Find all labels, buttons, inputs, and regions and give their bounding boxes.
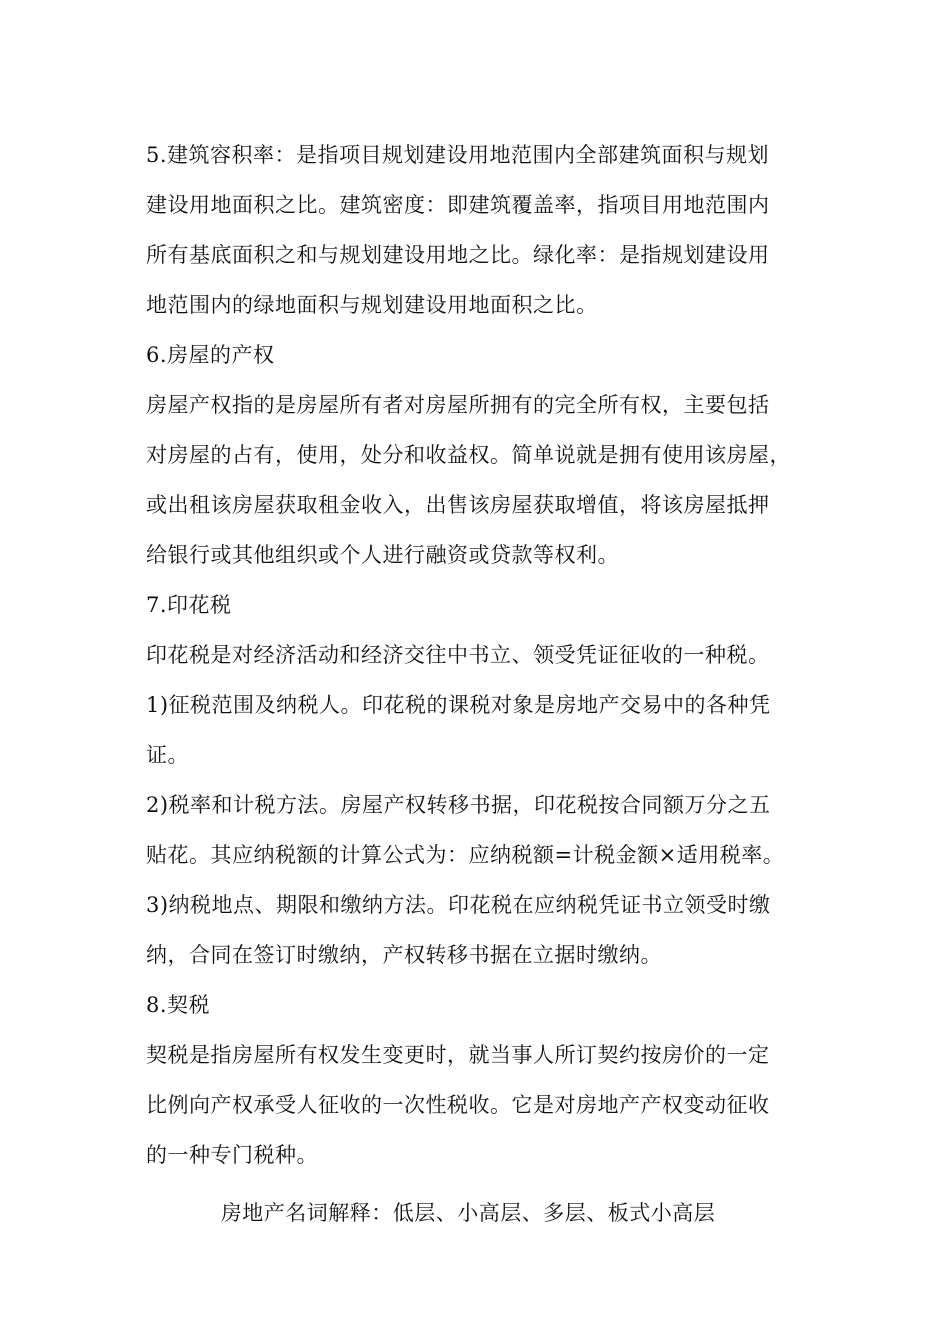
text-line: 3)纳税地点、期限和缴纳方法。印花税在应纳税凭证书立领受时缴 [146,893,771,917]
text-line: 2)税率和计税方法。房屋产权转移书据，印花税按合同额万分之五 [146,793,771,817]
text-line: 契税是指房屋所有权发生变更时，就当事人所订契约按房价的一定 [146,1043,770,1067]
text-line: 对房屋的占有，使用，处分和收益权。简单说就是拥有使用该房屋， [146,443,791,467]
text-line: 比例向产权承受人征收的一次性税收。它是对房地产产权变动征收 [146,1093,770,1117]
text-line: 1)征税范围及纳税人。印花税的课税对象是房地产交易中的各种凭 [146,693,771,717]
document-body [146,130,806,1238]
text-line: 印花税是对经济活动和经济交往中书立、领受凭证征收的一种税。 [146,643,770,667]
text-line: 房屋产权指的是房屋所有者对房屋所拥有的完全所有权，主要包括 [146,393,770,417]
document-title: 房地产名词解释：低层、小高层、多层、板式小高层 [220,1201,716,1225]
section-heading: 7.印花税 [146,593,232,617]
text-line: 地范围内的绿地面积与规划建设用地面积之比。 [146,293,598,317]
text-line: 所有基底面积之和与规划建设用地之比。绿化率：是指规划建设用 [146,243,770,267]
text-line: 或出租该房屋获取租金收入，出售该房屋获取增值，将该房屋抵押 [146,493,770,517]
text-line: 给银行或其他组织或个人进行融资或贷款等权利。 [146,543,619,567]
text-line: 纳，合同在签订时缴纳，产权转移书据在立据时缴纳。 [146,943,662,967]
section-heading: 8.契税 [146,993,211,1017]
text-line: 证。 [146,743,189,767]
section-heading: 6.房屋的产权 [146,343,275,367]
text-line: 的一种专门税种。 [146,1143,318,1167]
text-line: 5.建筑容积率：是指项目规划建设用地范围内全部建筑面积与规划 [146,143,770,167]
text-line: 建设用地面积之比。建筑密度：即建筑覆盖率，指项目用地范围内 [146,193,770,217]
text-line: 贴花。其应纳税额的计算公式为：应纳税额=计税金额×适用税率。 [146,843,785,867]
